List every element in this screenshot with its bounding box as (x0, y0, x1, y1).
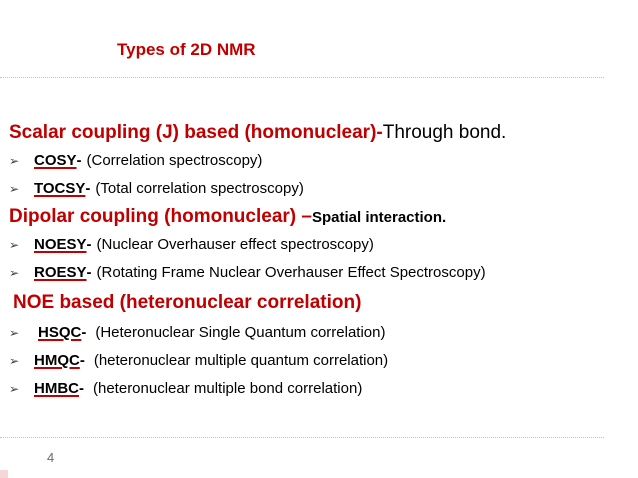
arrow-bullet-icon: ➢ (9, 325, 20, 340)
dipolar-heading (9, 206, 446, 228)
term-description: (Nuclear Overhauser effect spectroscopy) (96, 236, 374, 253)
term-hmbc: HMBC (34, 380, 79, 397)
list-item (9, 380, 362, 397)
term-description: (Heteronuclear Single Quantum correlation) (95, 324, 386, 341)
scalar-heading-suffix: Through bond. (382, 122, 507, 143)
dipolar-heading-text: Dipolar coupling (homonuclear) – (9, 206, 312, 227)
dipolar-heading-suffix: Spatial interaction. (311, 209, 447, 226)
term-hmqc: HMQC (34, 352, 80, 369)
arrow-bullet-icon: ➢ (9, 353, 20, 368)
term-dash: - (81, 324, 87, 341)
term-hsqc: HSQC (38, 324, 82, 341)
term-cosy: COSY (34, 152, 77, 169)
noe-heading (13, 292, 361, 314)
arrow-bullet-icon: ➢ (9, 381, 20, 396)
noe-heading-text: NOE based (heteronuclear correlation) (13, 292, 362, 313)
list-item (9, 324, 386, 341)
arrow-bullet-icon: ➢ (9, 237, 20, 252)
slide-title: Types of 2D NMR (117, 40, 256, 59)
term-dash: - (86, 264, 92, 281)
term-noesy: NOESY (34, 236, 87, 253)
page-number: 4 (47, 450, 55, 465)
arrow-bullet-icon: ➢ (9, 181, 20, 196)
term-tocsy: TOCSY (34, 180, 86, 197)
arrow-bullet-icon: ➢ (9, 265, 20, 280)
list-item (9, 352, 388, 369)
list-item (9, 152, 262, 169)
list-item (9, 180, 304, 197)
list-item (9, 236, 374, 253)
top-divider (0, 77, 604, 78)
term-dash: - (76, 152, 82, 169)
term-description: (heteronuclear multiple bond correlation) (93, 380, 363, 397)
term-dash: - (79, 352, 85, 369)
scalar-heading-text: Scalar coupling (J) based (homonuclear)- (9, 122, 383, 143)
term-description: (Total correlation spectroscopy) (95, 180, 304, 197)
scalar-heading (9, 122, 506, 144)
bottom-divider (0, 437, 604, 438)
term-description: (Correlation spectroscopy) (86, 152, 263, 169)
arrow-bullet-icon: ➢ (9, 153, 20, 168)
term-dash: - (86, 236, 92, 253)
list-item (9, 264, 486, 281)
corner-accent (0, 470, 8, 478)
term-description: (Rotating Frame Nuclear Overhauser Effect Spectroscopy) (96, 264, 486, 281)
term-dash: - (85, 180, 91, 197)
term-description: (heteronuclear multiple quantum correlation) (93, 352, 389, 369)
term-roesy: ROESY (34, 264, 87, 281)
term-dash: - (79, 380, 84, 397)
